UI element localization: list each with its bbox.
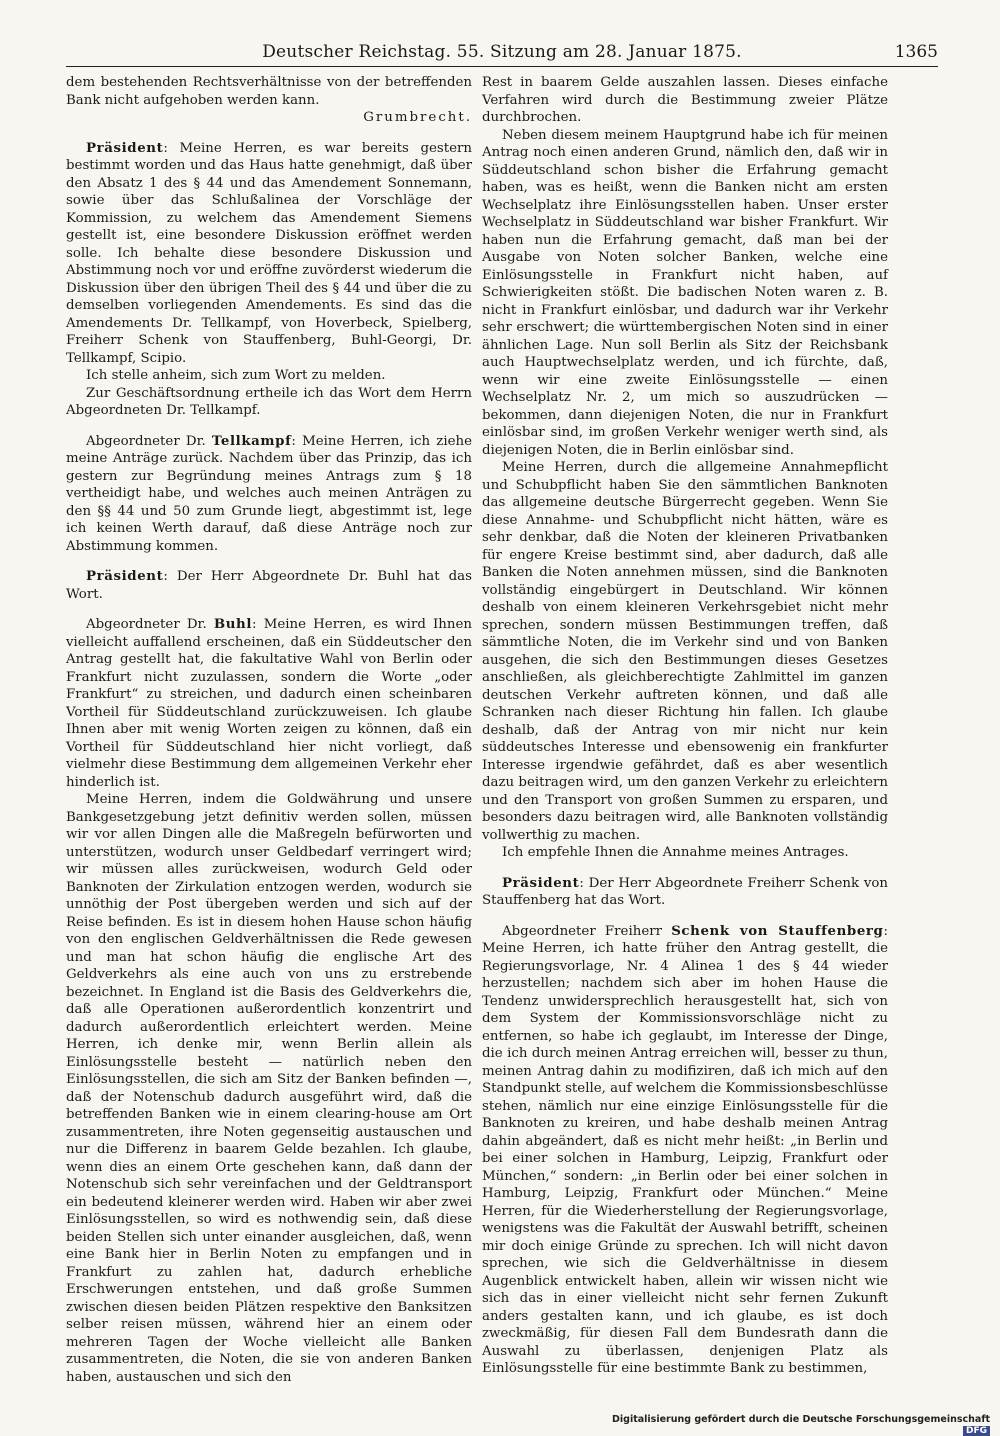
- speaker-name: Präsident: [86, 568, 164, 584]
- speaker-title: Abgeordneter Freiherr: [502, 923, 672, 939]
- speaker-name: Schenk von Stauffenberg: [671, 922, 884, 939]
- dfg-logo: DFG: [963, 1426, 990, 1436]
- speech-paragraph: [66, 616, 472, 791]
- paragraph: Ich empfehle Ihnen die Annahme meines Antrages.: [502, 845, 849, 860]
- page-header: [66, 40, 938, 67]
- digitization-credit: [600, 1414, 990, 1436]
- speech-text: : Der Herr Abgeordnete Freiherr Schenk von Stauffenberg hat das Wort.: [482, 875, 888, 908]
- paragraph: Zur Geschäftsordnung ertheile ich das Wort dem Herrn Abgeordneten Dr. Tellkampf.: [66, 385, 472, 418]
- left-column: [66, 74, 472, 1385]
- speaker-name: Tellkampf: [211, 432, 292, 449]
- speech-text: : Meine Herren, ich hatte früher den Antrag gestellt, die Regierungsvorlage, Nr. 4 Alinea 1 des § 44 wieder herzustellen; nachdem sich aber im hohen Hause die Tendenz unwidersprechlich herausgestellt hat, sich von dem System der Kommissionsvorschläge nicht zu entfernen, so habe ich geglaubt, im Interesse der Dinge, die ich durch meinen Antrag erreichen will, besser zu thun, meinen Antrag dahin zu modifiziren, daß ich mich auf den Standpunkt stelle, auf welchem die Kommissionsbeschlüsse stehen, nämlich nur eine einzige Einlösungsstelle für die Banknoten zu kreiren, und habe deshalb meinen Antrag dahin abgeändert, daß es nicht mehr heißt: „in Berlin und bei einer solchen in Hamburg, Leipzig, Frankfurt oder München,“ sondern: „in Berlin oder bei einer solchen in Hamburg, Leipzig, Frankfurt oder München.“ Meine Herren, für die Wiederherstellung der Regierungsvorlage, wenigstens was die Fakultät der Auswahl betrifft, scheinen mir doch einige Gründe zu sprechen. Ich will nicht davon sprechen, wie sich die Geldverhältnisse in diesem Augenblick entwickelt haben, allein wir wissen nicht wie sich das in einer vielleicht nicht sehr fernen Zukunft anders gestalten kann, und ich glaube, es ist doch zweckmäßig, für diesen Fall dem Bundesrath dann die Auswahl zu überlassen, denjenigen Platz als Einlösungsstelle für eine bestimmte Bank zu bestimmen,: [482, 923, 888, 1376]
- speaker-name: Buhl: [213, 616, 253, 632]
- speaker-name: Präsident: [502, 874, 580, 891]
- speech-text: : Meine Herren, ich ziehe meine Anträge zurück. Nachdem über das Prinzip, das ich gestern zur Begründung meines Antrags zum § 18 vertheidigt habe, und welches auch meinen Anträgen zu den §§ 44 und 50 zum Grunde liegt, abgestimmt ist, lege ich keinen Werth darauf, daß diese Anträge noch zur Abstimmung kommen.: [66, 433, 472, 554]
- speech-text: : Meine Herren, es war bereits gestern bestimmt worden und das Haus hatte genehmigt, daß über den Absatz 1 des § 44 und das Amendement Sonnemann, sowie über das Schlußalinea der Vorschläge der Kommission, zu welchem das Amendement Siemens gestellt ist, eine besondere Diskussion eröffnet werden solle. Ich behalte diese besondere Diskussion und Abstimmung noch vor und eröffne zuvörderst wiederum die Diskussion über den übrigen Theil des § 44 und über die zu demselben vorliegenden Amendements. Es sind das die Amendements Dr. Tellkampf, von Hoverbeck, Spielberg, Freiherr Schenk von Stauffenberg, Buhl-Georgi, Dr. Tellkampf, Scipio.: [66, 140, 472, 366]
- speaker-title: Abgeordneter Dr.: [86, 617, 214, 632]
- speaker-title: Abgeordneter Dr.: [86, 433, 212, 449]
- speech-text: : Meine Herren, es wird Ihnen vielleicht auffallend erscheinen, daß ein Süddeutscher den Antrag gestellt hat, die fakultative Wahl von Berlin oder Frankfurt nicht zuzulassen, sondern die Worte „oder Frankfurt“ zu streichen, und dadurch einen scheinbaren Vortheil für Süddeutschland zurückzuweisen. Ich glaube Ihnen aber mit wenig Worten zeigen zu können, daß ein Vortheil für Süddeutschland hier nicht vorliegt, daß vielmehr diese Bestimmung dem allgemeinen Verkehr eher hinderlich ist.: [66, 617, 472, 790]
- speech-text: : Der Herr Abgeordnete Dr. Buhl hat das Wort.: [66, 569, 472, 602]
- continued-paragraph: dem bestehenden Rechtsverhältnisse von der betreffenden Bank nicht aufgehoben werden kann.: [66, 75, 472, 108]
- paragraph: Ich stelle anheim, sich zum Wort zu melden.: [86, 368, 386, 383]
- speaker-name: Präsident: [86, 139, 164, 156]
- speech-paragraph: [66, 433, 472, 556]
- speech-paragraph: [482, 875, 888, 910]
- speech-paragraph: [66, 140, 472, 368]
- speech-paragraph: [482, 923, 888, 1378]
- page-number: 1365: [894, 42, 938, 62]
- paragraph: Neben diesem meinem Hauptgrund habe ich für meinen Antrag noch einen anderen Grund, nämlich den, daß wir in Süddeutschland schon bisher die Erfahrung gemacht haben, was es heißt, wenn die Banken nicht am ersten Wechselplatz ihre Einlösungsstellen haben. Unser erster Wechselplatz in Süddeutschland war bisher Frankfurt. Wir haben nun die Erfahrung gemacht, daß man bei der Ausgabe von Noten solcher Banken, welche eine Einlösungsstelle in Frankfurt nicht haben, auf Schwierigkeiten stößt. Die badischen Noten waren z. B. nicht in Frankfurt einlösbar, und dadurch war ihr Verkehr sehr erschwert; die württembergischen Noten sind in einer ähnlichen Lage. Nun soll Berlin als Sitz der Reichsbank auch Hauptwechselplatz werden, und ich fürchte, daß, wenn wir eine zweite Einlösungsstelle — einen Wechselplatz Nr. 2, um mich so auszudrücken — bekommen, dann diejenigen Noten, die nur in Frankfurt einlösbar sind, im großen Verkehr weniger werth sind, als diejenigen Noten, die in Berlin einlösbar sind.: [482, 127, 888, 458]
- credit-text: Digitalisierung gefördert durch die Deutsche Forschungsgemeinschaft: [612, 1414, 990, 1425]
- continued-paragraph: Rest in baarem Gelde auszahlen lassen. Dieses einfache Verfahren wird durch die Bestimmung zweier Plätze durchbrochen.: [482, 75, 888, 125]
- paragraph: Meine Herren, durch die allgemeine Annahmepflicht und Schubpflicht haben Sie den sämmtlichen Banknoten das allgemeine deutsche Bürgerrecht gegeben. Wenn Sie diese Annahme- und Schubpflicht nicht hätten, wäre es sehr denkbar, daß die Noten der kleineren Privatbanken für engere Kreise bestimmt sind, aber dadurch, daß alle Banken die Noten annehmen müssen, sind die Banknoten vollständig eingebürgert in Deutschland. Wir können deshalb von einem kleineren Verkehrsgebiet nicht mehr sprechen, sondern müssen Bestimmungen treffen, daß sämmtliche Noten, die im Verkehr sind und von Banken ausgehen, die sich den Bestimmungen dieses Gesetzes anschließen, als gleichberechtigte Zahlmittel im ganzen deutschen Verkehr auftreten können, und daß alle Schranken nach dieser Richtung hin fallen. Ich glaube deshalb, daß der Antrag von mir nicht nur kein süddeutsches Interesse und ebensowenig ein frankfurter Interesse irgendwie gefährdet, daß es aber wesentlich dazu beitragen wird, um den ganzen Verkehr zu erleichtern und den Transport von großen Summen zu ersparen, und besonders dazu beitragen wird, alle Banknoten vollständig vollwerthig zu machen.: [482, 460, 888, 843]
- signature: Grumbrecht.: [363, 110, 472, 125]
- paragraph: Meine Herren, indem die Goldwährung und unsere Bankgesetzgebung jetzt definitiv werden sollen, müssen wir vor allen Dingen alle die Maßregeln befürworten und unterstützen, wodurch unser Geldbedarf verringert wird; wir müssen alles zurückweisen, wodurch Geld oder Banknoten der Zirkulation entzogen werden, wodurch sie unnöthig der Post übergeben werden und sich auf der Reise befinden. Es ist in diesem hohen Hause schon häufig von den englischen Geldverhältnissen die Rede gewesen und man hat schon häufig die englische Art des Geldverkehrs als eine auch von uns zu erstrebende bezeichnet. In England ist die Basis des Geldverkehrs die, daß alle Operationen außerordentlich konzentrirt und dadurch außerordentlich erleichtert werden. Meine Herren, ich denke mir, wenn Berlin allein als Einlösungsstelle besteht — natürlich neben den Einlösungsstellen, die sich am Sitz der Banken befinden —, daß der Notenschub dadurch ausgeführt wird, daß die betreffenden Banken wie in einem clearing-house am Ort zusammentreten, ihre Noten gegenseitig austauschen und nur die Differenz in baarem Gelde bezahlen. Ich glaube, wenn dies an einem Orte geschehen kann, daß dann der Notenschub sich sehr vereinfachen und der Geldtransport ein bedeutend kleinerer werden wird. Haben wir aber zwei Einlösungsstellen, so wird es nothwendig sein, daß diese beiden Stellen sich unter einander ausgleichen, daß, wenn eine Bank hier in Berlin Noten zu empfangen und in Frankfurt zu zahlen hat, dadurch erhebliche Erschwerungen entstehen, und daß große Summen zwischen diesen beiden Plätzen respektive den Banksitzen selber reisen müssen, während hier an einem oder mehreren Tagen der Woche vielleicht alle Banken zusammentreten, die Noten, die sie von anderen Banken haben, austauschen und sich den: [66, 792, 472, 1385]
- speech-paragraph: [66, 568, 472, 603]
- right-column: [482, 74, 888, 1376]
- running-title: Deutscher Reichstag. 55. Sitzung am 28. Januar 1875.: [262, 42, 742, 62]
